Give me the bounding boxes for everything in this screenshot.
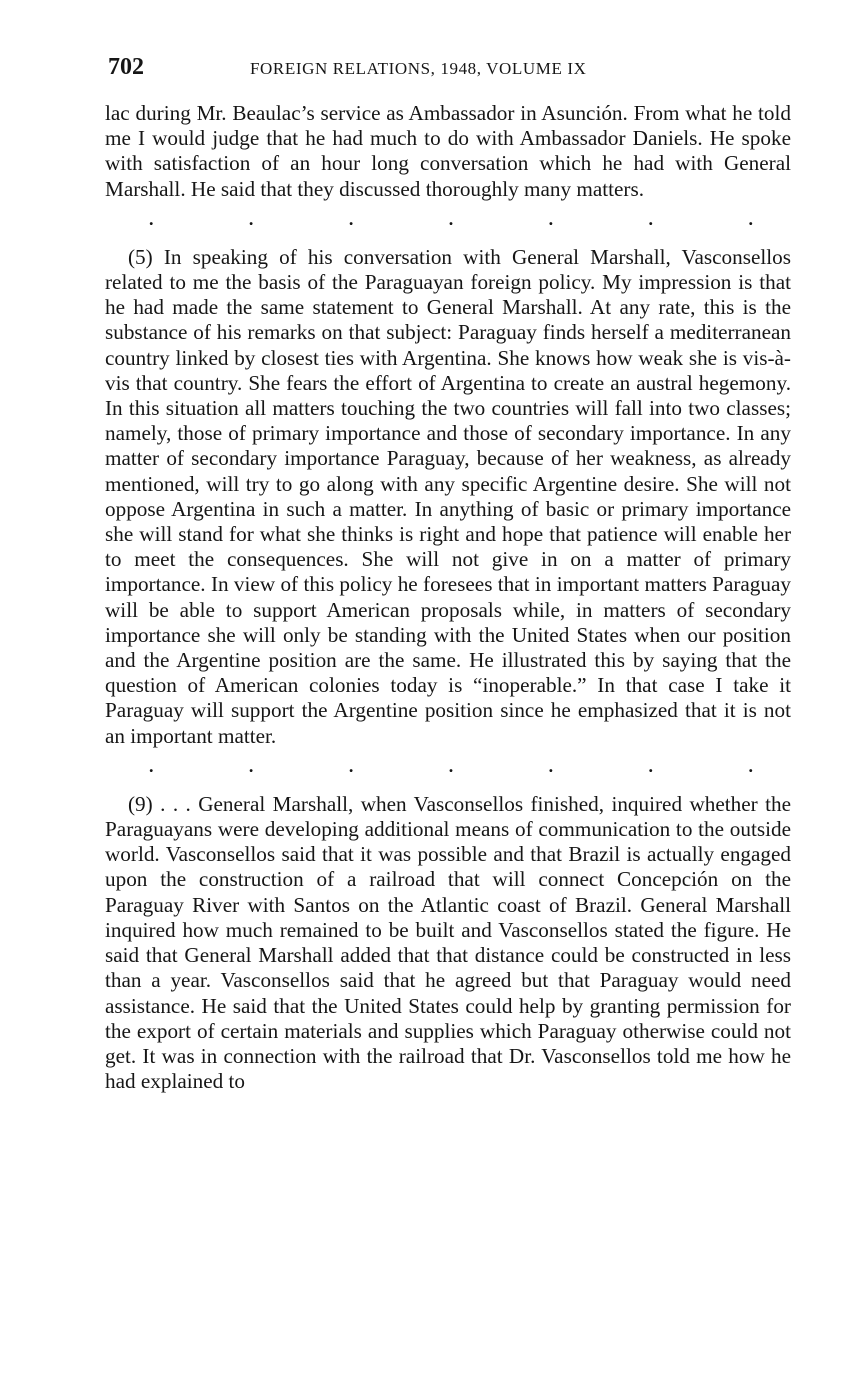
omission-dot: . xyxy=(348,755,354,776)
paragraph-continuation: lac during Mr. Beaulac’s service as Ambassador in Asunción. From what he told me I would judge that he had much to do with Ambassador Daniels. He spoke with satisfaction of an hour long conversation which he had with General Marshall. He said that they discussed thoroughly many matters. xyxy=(105,101,791,201)
omission-dot: . xyxy=(248,755,254,776)
omission-dot: . xyxy=(548,208,554,229)
omission-dot: . xyxy=(648,755,654,776)
omission-dots xyxy=(105,208,791,231)
omission-dot: . xyxy=(748,755,753,776)
body-text xyxy=(105,101,791,1094)
paragraph-5: (5) In speaking of his conversation with General Marshall, Vasconsellos related to me the basis of the Paraguayan foreign policy. My impression is that he had made the same statement to General Marshall. At any rate, this is the substance of his remarks on that subject: Paraguay finds herself a mediterranean country linked by closest ties with Argentina. She knows how weak she is vis-à-vis that country. She fears the effort of Argentina to create an austral hegemony. In this situation all matters touching the two countries will fall into two classes; namely, those of primary importance and those of secondary importance. In any matter of secondary importance Paraguay, because of her weakness, as already mentioned, will try to go along with any specific Argentine desire. She will not oppose Argentina in such a matter. In anything of basic or primary importance she will stand for what she thinks is right and hope that patience will enable her to meet the consequences. She will not give in on a matter of primary importance. In view of this policy he foresees that in important matters Paraguay will be able to support American proposals while, in matters of secondary importance she will only be standing with the United States when our position and the Argentine position are the same. He illustrated this by saying that the question of American colonies today is “inoperable.” In that case I take it Paraguay will support the Argentine position since he emphasized that it is not an important matter. xyxy=(105,244,791,748)
omission-dot: . xyxy=(248,208,254,229)
omission-dot: . xyxy=(149,755,154,776)
omission-dot: . xyxy=(548,755,554,776)
page-number: 702 xyxy=(108,54,144,80)
omission-dot: . xyxy=(149,208,154,229)
omission-dot: . xyxy=(748,208,753,229)
omission-dot: . xyxy=(648,208,654,229)
omission-dot: . xyxy=(448,208,454,229)
paragraph-9: (9) . . . General Marshall, when Vasconsellos finished, inquired whether the Paraguayans were developing additional means of communication to the outside world. Vasconsellos said that it was possible and that Brazil is actually engaged upon the construction of a railroad that will connect Concepción on the Paraguay River with Santos on the Atlantic coast of Brazil. General Marshall inquired how much remained to be built and Vasconsellos stated the figure. He said that General Marshall added that that distance could be constructed in less than a year. Vasconsellos said that he agreed but that Paraguay would need assistance. He said that the United States could help by granting permission for the export of certain materials and supplies which Paraguay otherwise could not get. It was in connection with the railroad that Dr. Vasconsellos told me how he had explained to xyxy=(105,791,791,1094)
running-title: FOREIGN RELATIONS, 1948, VOLUME IX xyxy=(250,59,587,78)
omission-dot: . xyxy=(448,755,454,776)
omission-dot: . xyxy=(348,208,354,229)
omission-dots xyxy=(105,755,791,778)
page-header xyxy=(108,54,792,84)
